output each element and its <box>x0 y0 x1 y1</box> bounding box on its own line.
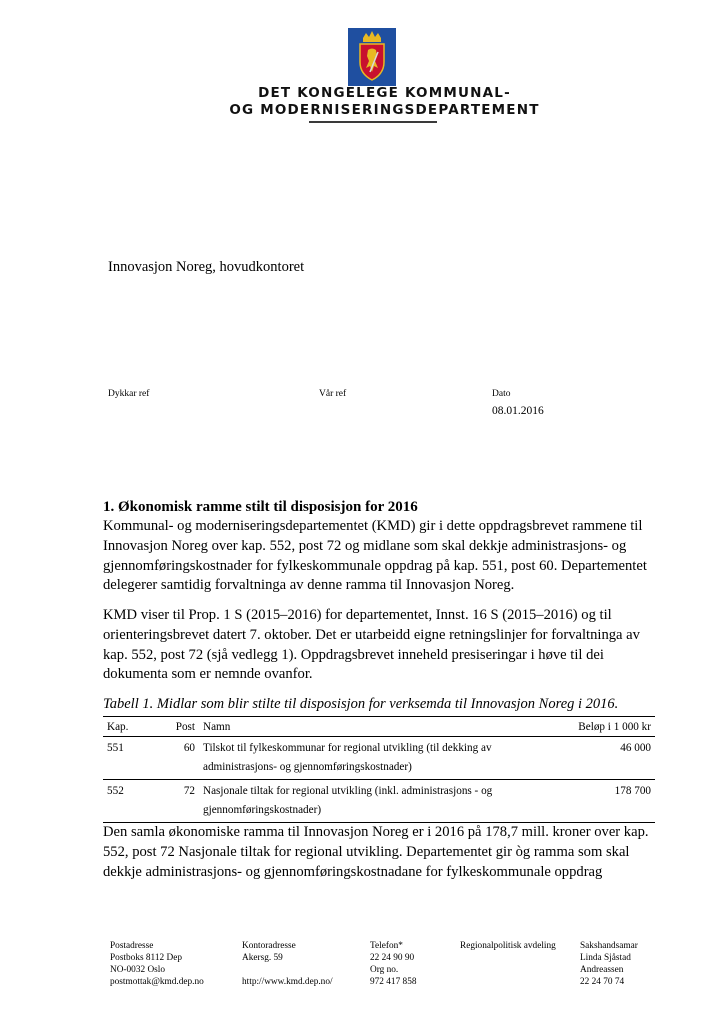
header-belop: Beløp i 1 000 kr <box>537 717 655 737</box>
footer-officer <box>580 940 638 988</box>
footer-website-link[interactable]: http://www.kmd.dep.no/ <box>242 977 333 987</box>
footer-officer-name1: Linda Sjåstad <box>580 953 631 963</box>
recipient: Innovasjon Noreg, hovudkontoret <box>108 259 305 275</box>
table-row <box>103 737 655 780</box>
table-row <box>103 780 655 823</box>
paragraph-2-text: KMD viser til Prop. 1 S (2015–2016) for departementet, Innst. 16 S (2015–2016) og til orienteringsbrevet datert 7. oktober. Det er utarbeidd eigne retningslinjer for forvaltninga av kap. 552, post 72 (sjå vedlegg 1). Oppdragsbrevet inneheld presiseringar i høve til dei dokumenta som er nemnde ovanfor. <box>103 607 640 683</box>
cell-namn-line2: gjennomføringskostnader) <box>203 804 322 816</box>
budget-table <box>103 716 655 823</box>
cell-post: 72 <box>157 780 199 823</box>
footer-officer-name2: Andreassen <box>580 965 624 975</box>
section-title: 1. Økonomisk ramme stilt til disposisjon for 2016 <box>103 499 418 515</box>
footer-postal-box: Postboks 8112 Dep <box>110 953 182 963</box>
ministry-name-line1: DET KONGELEGE KOMMUNAL- <box>258 85 511 101</box>
footer-officer-label: Sakshandsamar <box>580 941 638 951</box>
footer-office-blank <box>242 964 333 976</box>
paragraph-3-text: Den samla økonomiske ramma til Innovasjon Noreg er i 2016 på 178,7 mill. kroner over kap. 552, post 72 Nasjonale tiltak for regional utvikling. Departementet gir òg ramma som skal dekkje administrasjons- og gjennomføringskostnadane for fylkeskommunale oppdrag <box>103 824 649 880</box>
footer-officer-phone: 22 24 70 74 <box>580 977 625 987</box>
footer-office <box>242 940 333 988</box>
your-ref-label: Dykkar ref <box>108 389 150 399</box>
cell-kap: 551 <box>103 737 157 780</box>
footer-phone-number: 22 24 90 90 <box>370 953 415 963</box>
cell-belop: 46 000 <box>537 737 655 780</box>
footer-postal-label: Postadresse <box>110 941 154 951</box>
footer-orgno-label: Org no. <box>370 965 399 975</box>
footer-postal-city: NO-0032 Oslo <box>110 965 166 975</box>
footer-postal <box>110 940 204 988</box>
cell-namn <box>199 780 537 823</box>
header-kap: Kap. <box>103 717 157 737</box>
table-header-row <box>103 717 655 737</box>
date-value: 08.01.2016 <box>492 405 544 417</box>
header-namn: Namn <box>199 717 537 737</box>
footer-phone-label: Telefon* <box>370 941 403 951</box>
paragraph-1 <box>103 517 663 596</box>
cell-belop: 178 700 <box>537 780 655 823</box>
table-caption: Tabell 1. Midlar som blir stilte til disposisjon for verksemda til Innovasjon Noreg i 2016. <box>103 696 619 712</box>
paragraph-3 <box>103 823 663 882</box>
ministry-name-line2: OG MODERNISERINGSDEPARTEMENT <box>229 102 540 118</box>
footer-office-address: Akersg. 59 <box>242 953 283 963</box>
logo-underline <box>309 121 437 123</box>
cell-kap: 552 <box>103 780 157 823</box>
date-label: Dato <box>492 389 511 399</box>
footer-orgno-value: 972 417 858 <box>370 977 417 987</box>
header-post: Post <box>157 717 199 737</box>
cell-namn <box>199 737 537 780</box>
our-ref-label: Vår ref <box>319 389 347 399</box>
footer-department-name: Regionalpolitisk avdeling <box>460 941 556 951</box>
coat-of-arms-icon <box>348 28 396 86</box>
footer-department <box>460 940 556 952</box>
footer-office-label: Kontoradresse <box>242 941 296 951</box>
paragraph-2 <box>103 606 663 685</box>
cell-namn-line1: Nasjonale tiltak for regional utvikling (inkl. administrasjons - og <box>203 785 493 797</box>
cell-namn-line2: administrasjons- og gjennomføringskostnader) <box>203 761 412 773</box>
footer-email-link[interactable]: postmottak@kmd.dep.no <box>110 977 204 987</box>
cell-namn-line1: Tilskot til fylkeskommunar for regional utvikling (til dekking av <box>203 742 492 754</box>
paragraph-1-text: Kommunal- og moderniseringsdepartementet (KMD) gir i dette oppdragsbrevet rammene til Innovasjon Noreg over kap. 552, post 72 og midlane som skal dekkje administrasjons- og gjennomføringskostnader for fylkeskommunale oppdrag på kap. 551, post 60. Departementet delegerer samtidig forvaltninga av denne ramma til Innovasjon Noreg. <box>103 518 647 594</box>
footer-phone <box>370 940 416 988</box>
cell-post: 60 <box>157 737 199 780</box>
